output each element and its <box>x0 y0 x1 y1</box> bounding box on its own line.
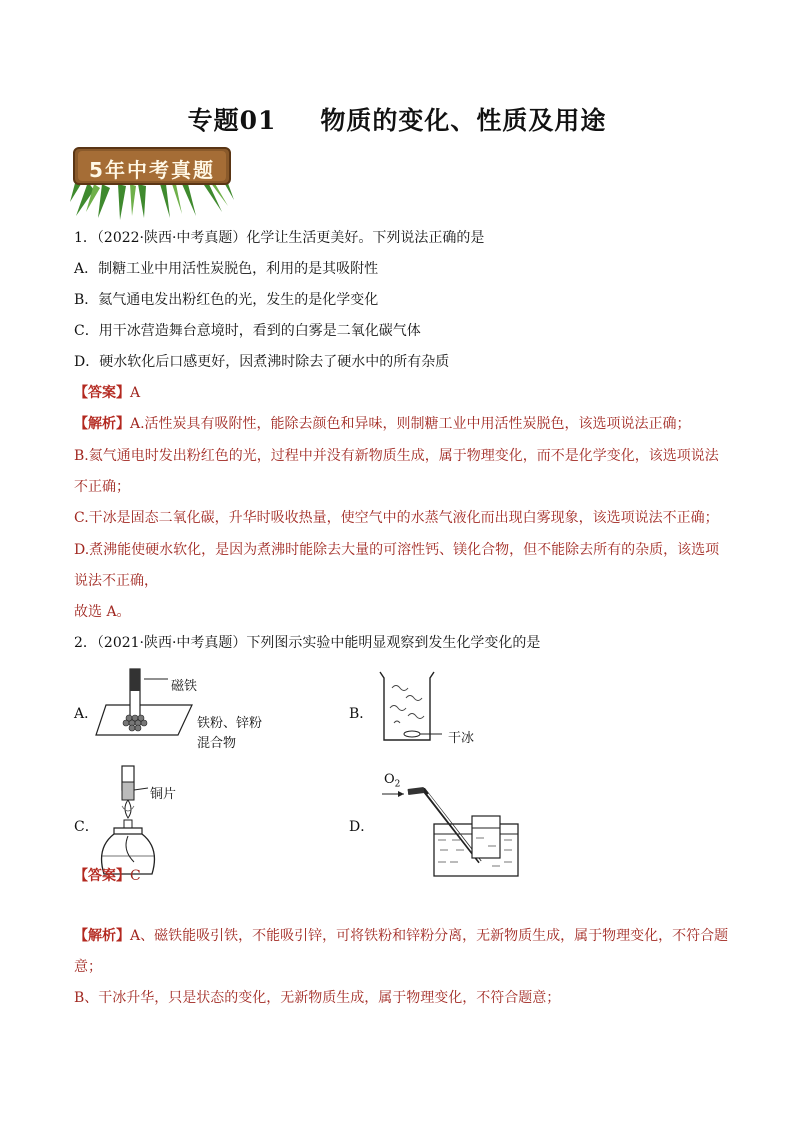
q1-analysis-line-1 <box>74 414 691 434</box>
title-number: 01 <box>239 106 277 135</box>
oxygen-symbol: O <box>384 772 395 787</box>
title-prefix: 专题 <box>187 106 240 135</box>
q1-option-b: B．氦气通电发出粉红色的光，发生的是化学变化 <box>74 292 379 308</box>
answer-label: 【答案】 <box>74 385 130 401</box>
alcohol-lamp-icon <box>98 764 178 880</box>
q1-answer <box>74 383 140 403</box>
q2-stem: 2．（2021·陕西·中考真题）下列图示实验中能明显观察到发生化学变化的是 <box>74 635 541 651</box>
title-topic: 物质的变化、性质及用途 <box>320 106 607 135</box>
q1-stem: 1．（2022·陕西·中考真题）化学让生活更美好。下列说法正确的是 <box>74 230 485 246</box>
q1-analysis-line-3: 不正确； <box>74 479 130 495</box>
mixture-caption-1: 铁粉、锌粉 <box>197 716 263 731</box>
answer-value: C <box>130 868 141 884</box>
q2-analysis-line-3: B、干冰升华，只是状态的变化，无新物质生成，属于物理变化，不符合题意； <box>74 990 561 1006</box>
fig-c-label: C． <box>74 819 99 835</box>
mixture-caption-2: 混合物 <box>197 736 237 751</box>
q2-answer <box>74 866 141 886</box>
fig-d-label: D． <box>349 819 375 835</box>
gas-collection-icon <box>380 784 520 880</box>
answer-label: 【答案】 <box>74 868 130 884</box>
fig-b-label: B． <box>349 706 374 722</box>
answer-value: A <box>130 385 141 401</box>
banner-text: 5年中考真题 <box>89 158 215 182</box>
banner-badge <box>68 142 236 220</box>
analysis-text: A.活性炭具有吸附性，能除去颜色和异味，则制糖工业中用活性炭脱色，该选项说法正确； <box>130 416 691 432</box>
q2-analysis-line-1 <box>74 926 728 946</box>
q1-option-c: C．用干冰营造舞台意境时，看到的白雾是二氧化碳气体 <box>74 323 421 339</box>
analysis-label: 【解析】 <box>74 928 130 944</box>
analysis-label: 【解析】 <box>74 416 130 432</box>
q1-option-a: A．制糖工业中用活性炭脱色，利用的是其吸附性 <box>74 261 379 277</box>
page-title <box>0 101 794 137</box>
q1-analysis-line-5: D.煮沸能使硬水软化，是因为煮沸时能除去大量的可溶性钙、镁化合物，但不能除去所有的杂质，该选项 <box>74 542 720 558</box>
analysis-text: A、磁铁能吸引铁，不能吸引锌，可将铁粉和锌粉分离，无新物质生成，属于物理变化，不符合题 <box>130 928 729 944</box>
oxygen-subscript: 2 <box>394 779 401 790</box>
q1-option-d: D．硬水软化后口感更好，因煮沸时除去了硬水中的所有杂质 <box>74 354 450 370</box>
q1-conclusion: 故选 A。 <box>74 604 131 620</box>
q1-analysis-line-6: 说法不正确， <box>74 573 158 589</box>
magnet-caption: 磁铁 <box>171 679 198 694</box>
copper-caption: 铜片 <box>150 787 177 802</box>
dry-ice-caption: 干冰 <box>448 731 475 746</box>
q1-analysis-line-2: B.氦气通电时发出粉红色的光，过程中并没有新物质生成，属于物理变化，而不是化学变化，该选项说法 <box>74 448 719 464</box>
fig-a-label: A． <box>74 706 99 722</box>
q2-analysis-line-2: 意； <box>74 959 102 975</box>
q1-analysis-line-4: C.干冰是固态二氧化碳，升华时吸收热量，使空气中的水蒸气液化而出现白雾现象，该选项说法不正确； <box>74 510 719 526</box>
